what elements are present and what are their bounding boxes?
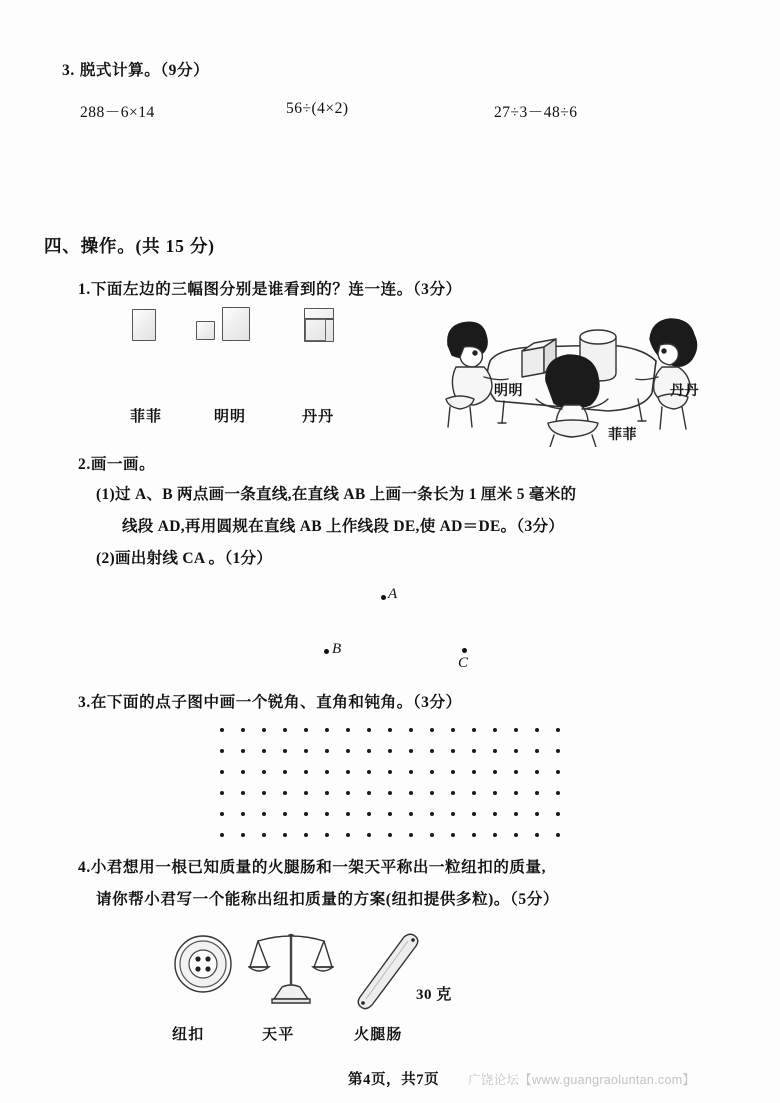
grid-dot [241, 720, 262, 741]
button-object-label: 纽扣 [172, 1027, 205, 1043]
grid-dot [535, 762, 556, 783]
grid-dot [409, 783, 430, 804]
question-top-3-heading [62, 58, 722, 80]
dot-grid-row [220, 783, 577, 804]
grid-dot [346, 825, 367, 846]
grid-dot [409, 741, 430, 762]
grid-dot [451, 804, 472, 825]
grid-dot [346, 783, 367, 804]
point-a-dot [381, 595, 386, 600]
grid-dot [556, 783, 577, 804]
question-top-3-title: 脱式计算。（9分） [79, 62, 210, 79]
question-3-title: 在下面的点子图中画一个锐角、直角和钝角。（3分） [90, 694, 462, 711]
grid-dot [262, 783, 283, 804]
grid-dot [388, 741, 409, 762]
grid-dot [325, 741, 346, 762]
view-shape-3 [300, 305, 360, 351]
grid-dot [283, 720, 304, 741]
grid-dot [514, 825, 535, 846]
button-object-icon [172, 933, 234, 1000]
grid-dot [220, 804, 241, 825]
grid-dot [367, 741, 388, 762]
grid-dot [430, 783, 451, 804]
grid-dot [451, 720, 472, 741]
grid-dot [241, 783, 262, 804]
grid-dot [346, 741, 367, 762]
grid-dot [493, 783, 514, 804]
grid-dot [430, 762, 451, 783]
grid-dot [325, 825, 346, 846]
point-c-dot [462, 648, 467, 653]
question-2-heading [78, 452, 728, 474]
dot-grid-row [220, 720, 577, 741]
question-4 [78, 855, 738, 1043]
dot-grid [220, 720, 577, 846]
question-1-title: 下面左边的三幅图分别是谁看到的？连一连。（3分） [90, 281, 462, 298]
grid-dot [409, 720, 430, 741]
grid-dot [241, 762, 262, 783]
grid-dot [493, 762, 514, 783]
grid-dot [451, 825, 472, 846]
grid-dot [304, 804, 325, 825]
grid-dot [556, 741, 577, 762]
grid-dot [262, 762, 283, 783]
grid-dot [325, 783, 346, 804]
grid-dot [241, 741, 262, 762]
grid-dot [472, 720, 493, 741]
view-name-3: 丹丹 [302, 409, 335, 425]
grid-dot [430, 741, 451, 762]
grid-dot [451, 741, 472, 762]
view-name-1: 菲菲 [130, 409, 163, 425]
question-top-3 [62, 58, 722, 121]
grid-dot [451, 762, 472, 783]
grid-dot [262, 825, 283, 846]
grid-dot [472, 762, 493, 783]
grid-dot [283, 762, 304, 783]
grid-dot [220, 825, 241, 846]
balance-scale-object-label: 天平 [262, 1027, 295, 1043]
grid-dot [535, 825, 556, 846]
grid-dot [283, 741, 304, 762]
grid-dot [514, 741, 535, 762]
grid-dot [493, 825, 514, 846]
grid-dot [409, 804, 430, 825]
sausage-object-label: 火腿肠 [354, 1027, 403, 1043]
question-2-line-3: (2)画出射线 CA 。（1分） [96, 550, 273, 567]
page-number: 第4页，共7页 [348, 1072, 440, 1088]
children-table-illustration [412, 289, 724, 447]
grid-dot [472, 804, 493, 825]
eye [662, 349, 666, 353]
grid-dot [262, 720, 283, 741]
grid-dot [262, 741, 283, 762]
dot-grid-row [220, 762, 577, 783]
grid-dot [556, 720, 577, 741]
question-top-3-number: 3. [62, 62, 75, 79]
point-b-label: B [332, 641, 342, 657]
view-shape-1 [126, 305, 186, 351]
grid-dot [514, 804, 535, 825]
grid-dot [346, 762, 367, 783]
grid-dot [262, 804, 283, 825]
grid-dot [430, 825, 451, 846]
grid-dot [220, 762, 241, 783]
grid-dot [535, 741, 556, 762]
scene-label-right: 丹丹 [670, 384, 699, 399]
grid-dot [388, 783, 409, 804]
grid-dot [220, 720, 241, 741]
grid-dot [556, 825, 577, 846]
grid-dot [514, 783, 535, 804]
question-2 [78, 452, 728, 567]
grid-dot [325, 720, 346, 741]
grid-dot [472, 783, 493, 804]
view-name-2: 明明 [214, 409, 247, 425]
grid-dot [430, 804, 451, 825]
scene-label-left: 明明 [494, 384, 523, 399]
scene-svg [412, 289, 724, 447]
grid-dot [556, 762, 577, 783]
expression-3: 27÷3－48÷6 [494, 104, 578, 121]
question-1 [78, 277, 718, 443]
eye [473, 351, 477, 355]
grid-dot [367, 783, 388, 804]
grid-dot [388, 762, 409, 783]
inner-square-shape-icon [305, 319, 326, 341]
question-3-number: 3. [78, 694, 91, 711]
grid-dot [367, 762, 388, 783]
grid-dot [367, 804, 388, 825]
grid-dot [283, 804, 304, 825]
sausage-weight-label: 30 克 [416, 987, 452, 1003]
grid-dot [241, 825, 262, 846]
grid-dot [388, 825, 409, 846]
view-shape-2 [196, 305, 286, 351]
grid-dot [472, 825, 493, 846]
tall-rectangle-shape-icon [222, 307, 250, 341]
question-1-number: 1. [78, 281, 91, 298]
grid-dot [346, 720, 367, 741]
grid-dot [283, 825, 304, 846]
grid-dot [388, 804, 409, 825]
question-4-line-2: 请你帮小君写一个能称出纽扣质量的方案(纽扣提供多粒)。（5分） [96, 891, 559, 908]
expression-row [80, 100, 722, 124]
grid-dot [535, 783, 556, 804]
grid-dot [304, 762, 325, 783]
section-heading-four: 四、操作。(共 15 分) [44, 236, 215, 256]
point-c-label: C [458, 655, 469, 671]
grid-dot [451, 783, 472, 804]
question-4-number: 4. [78, 859, 91, 876]
grid-dot [220, 741, 241, 762]
question-4-line-1: 小君想用一根已知质量的火腿肠和一架天平称出一粒纽扣的质量, [90, 859, 547, 876]
grid-dot [493, 804, 514, 825]
grid-dot [556, 804, 577, 825]
watermark-text: 广饶论坛【www.guangraoluntan.com】 [468, 1073, 696, 1087]
grid-dot [514, 762, 535, 783]
grid-dot [430, 720, 451, 741]
grid-dot [367, 825, 388, 846]
small-square-shape-icon [196, 321, 215, 340]
grid-dot [241, 804, 262, 825]
rectangle-shape-icon [132, 309, 156, 341]
question-3-heading [78, 690, 718, 712]
grid-dot [304, 720, 325, 741]
grid-dot [514, 720, 535, 741]
expression-1: 288－6×14 [80, 104, 155, 121]
grid-dot [493, 720, 514, 741]
grid-dot [409, 825, 430, 846]
dot-grid-row [220, 804, 577, 825]
question-2-number: 2. [78, 456, 91, 473]
grid-dot [325, 762, 346, 783]
footer [348, 1068, 768, 1094]
question-2-line-2: 线段 AD,再用圆规在直线 AB 上作线段 DE,使 AD＝DE。（3分） [122, 518, 565, 535]
objects-illustration-group [98, 933, 478, 1053]
point-a-label: A [388, 586, 398, 602]
grid-dot [346, 804, 367, 825]
grid-dot [493, 741, 514, 762]
question-3 [78, 690, 718, 712]
grid-dot [367, 720, 388, 741]
balance-scale-object-icon [248, 929, 334, 1014]
question-4-heading [78, 855, 738, 877]
grid-dot [535, 804, 556, 825]
expression-2: 56÷(4×2) [286, 100, 349, 117]
question-2-line-1: (1)过 A、B 两点画一条直线,在直线 AB 上画一条长为 1 厘米 5 毫米的 [96, 486, 577, 503]
grid-dot [472, 741, 493, 762]
grid-dot [325, 804, 346, 825]
grid-dot [388, 720, 409, 741]
grid-dot [304, 741, 325, 762]
grid-dot [304, 825, 325, 846]
scene-label-bottom: 菲菲 [608, 428, 637, 443]
point-b-dot [324, 649, 329, 654]
grid-dot [220, 783, 241, 804]
question-2-title: 画一画。 [90, 456, 156, 473]
dot-grid-row [220, 825, 577, 846]
grid-dot [535, 720, 556, 741]
grid-dot [304, 783, 325, 804]
grid-dot [409, 762, 430, 783]
dot-grid-row [220, 741, 577, 762]
grid-dot [283, 783, 304, 804]
